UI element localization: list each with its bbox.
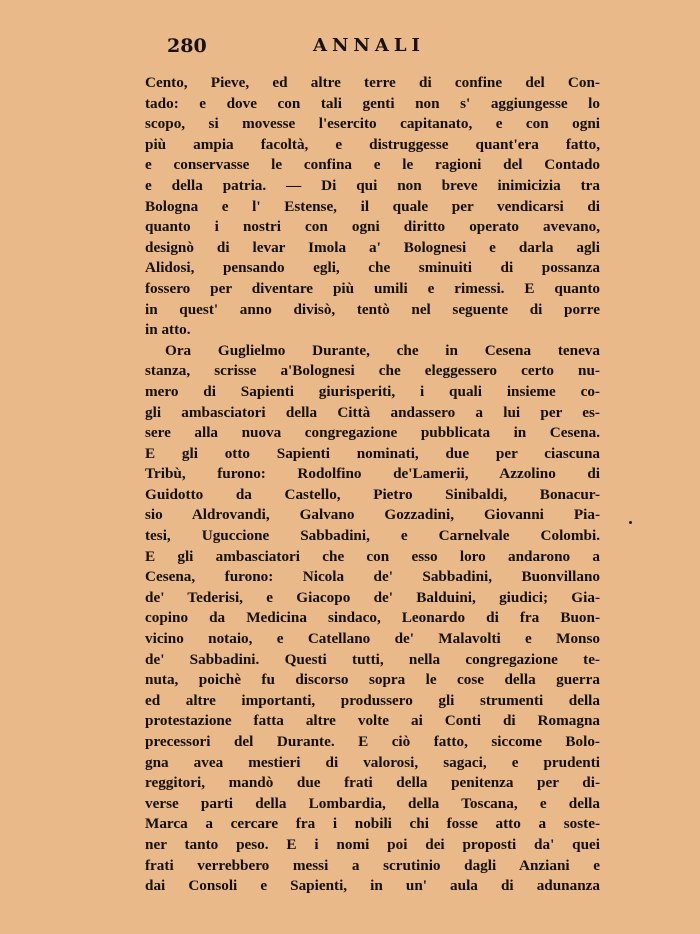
text-line: mero di Sapienti giurisperiti, i quali insieme co- <box>145 382 600 400</box>
text-line: tesi, Uguccione Sabbadini, e Carnelvale Colombi. <box>145 527 600 545</box>
text-line: nuta, poichè fu discorso sopra le cose della guerra <box>145 671 600 689</box>
running-title: ANNALI <box>313 35 425 56</box>
text-line: Guidotto da Castello, Pietro Sinibaldi, Bonacur- <box>145 485 600 503</box>
text-line: e della patria. — Di qui non breve inimicizia tra <box>145 176 600 194</box>
text-line: in atto. <box>145 321 191 339</box>
page-number: 280 <box>167 35 207 57</box>
text-line: ner tanto peso. E i nomi poi dei proposti da' quei <box>145 835 600 853</box>
text-line: verse parti della Lombardia, della Toscana, e della <box>145 794 600 812</box>
text-line: de' Tederisi, e Giacopo de' Balduini, giudici; Gia- <box>145 588 600 606</box>
text-line: Bologna e l' Estense, il quale per vendicarsi di <box>145 197 600 215</box>
text-line: scopo, si movesse l'esercito capitanato, e con ogni <box>145 115 600 133</box>
text-line: de' Sabbadini. Questi tutti, nella congregazione te- <box>145 650 600 668</box>
text-line: Tribù, furono: Rodolfino de'Lamerii, Azzolino di <box>145 465 600 483</box>
text-line: reggitori, mandò due frati della penitenza per di- <box>145 774 600 792</box>
text-line: Alidosi, pensando egli, che sminuiti di possanza <box>145 259 600 277</box>
text-line: sio Aldrovandi, Galvano Gozzadini, Giovanni Pia- <box>145 506 600 524</box>
text-line: copino da Medicina sindaco, Leonardo di fra Buon- <box>145 609 600 627</box>
text-line: stanza, scrisse a'Bolognesi che eleggessero certo nu- <box>145 362 600 380</box>
text-line: sere alla nuova congregazione pubblicata in Cesena. <box>145 424 600 442</box>
text-line: fossero per diventare più umili e rimessi. E quanto <box>145 279 600 297</box>
text-line: designò di levar Imola a' Bolognesi e darla agli <box>145 238 600 256</box>
text-line: Cento, Pieve, ed altre terre di confine del Con- <box>145 74 600 91</box>
text-line: tado: e dove con tali genti non s' aggiungesse lo <box>145 94 600 112</box>
text-line: e conservasse le confina e le ragioni del Contado <box>145 156 600 174</box>
text-line: gli ambasciatori della Città andassero a lui per es- <box>145 403 600 421</box>
text-line: Ora Guglielmo Durante, che in Cesena teneva <box>165 341 600 359</box>
text-line: più ampia facoltà, e distruggesse quant'era fatto, <box>145 135 600 153</box>
text-line: in quest' anno divisò, tentò nel seguente di porre <box>145 300 600 318</box>
text-line: gna avea mestieri di valorosi, sagaci, e prudenti <box>145 753 600 771</box>
text-line: E gli ambasciatori che con esso loro andarono a <box>145 547 600 565</box>
scan-speck <box>629 521 632 524</box>
page-header <box>145 35 600 59</box>
text-line: precessori del Durante. E ciò fatto, siccome Bolo- <box>145 733 600 750</box>
text-line: dai Consoli e Sapienti, in un' aula di adunanza <box>145 877 600 895</box>
text-line: ed altre importanti, produssero gli strumenti della <box>145 691 600 709</box>
text-line: Marca a cercare fra i nobili chi fosse atto a soste- <box>145 815 600 833</box>
text-line: protestazione fatta altre volte ai Conti di Romagna <box>145 712 600 730</box>
text-line: quanto i nostri con ogni diritto operato avevano, <box>145 218 600 236</box>
text-line: frati verrebbero messi a scrutinio dagli Anziani e <box>145 856 600 874</box>
text-line: Cesena, furono: Nicola de' Sabbadini, Buonvillano <box>145 568 600 586</box>
text-line: vicino notaio, e Catellano de' Malavolti e Monso <box>145 630 600 648</box>
text-line: E gli otto Sapienti nominati, due per ciascuna <box>145 444 600 462</box>
body-text <box>145 73 600 897</box>
